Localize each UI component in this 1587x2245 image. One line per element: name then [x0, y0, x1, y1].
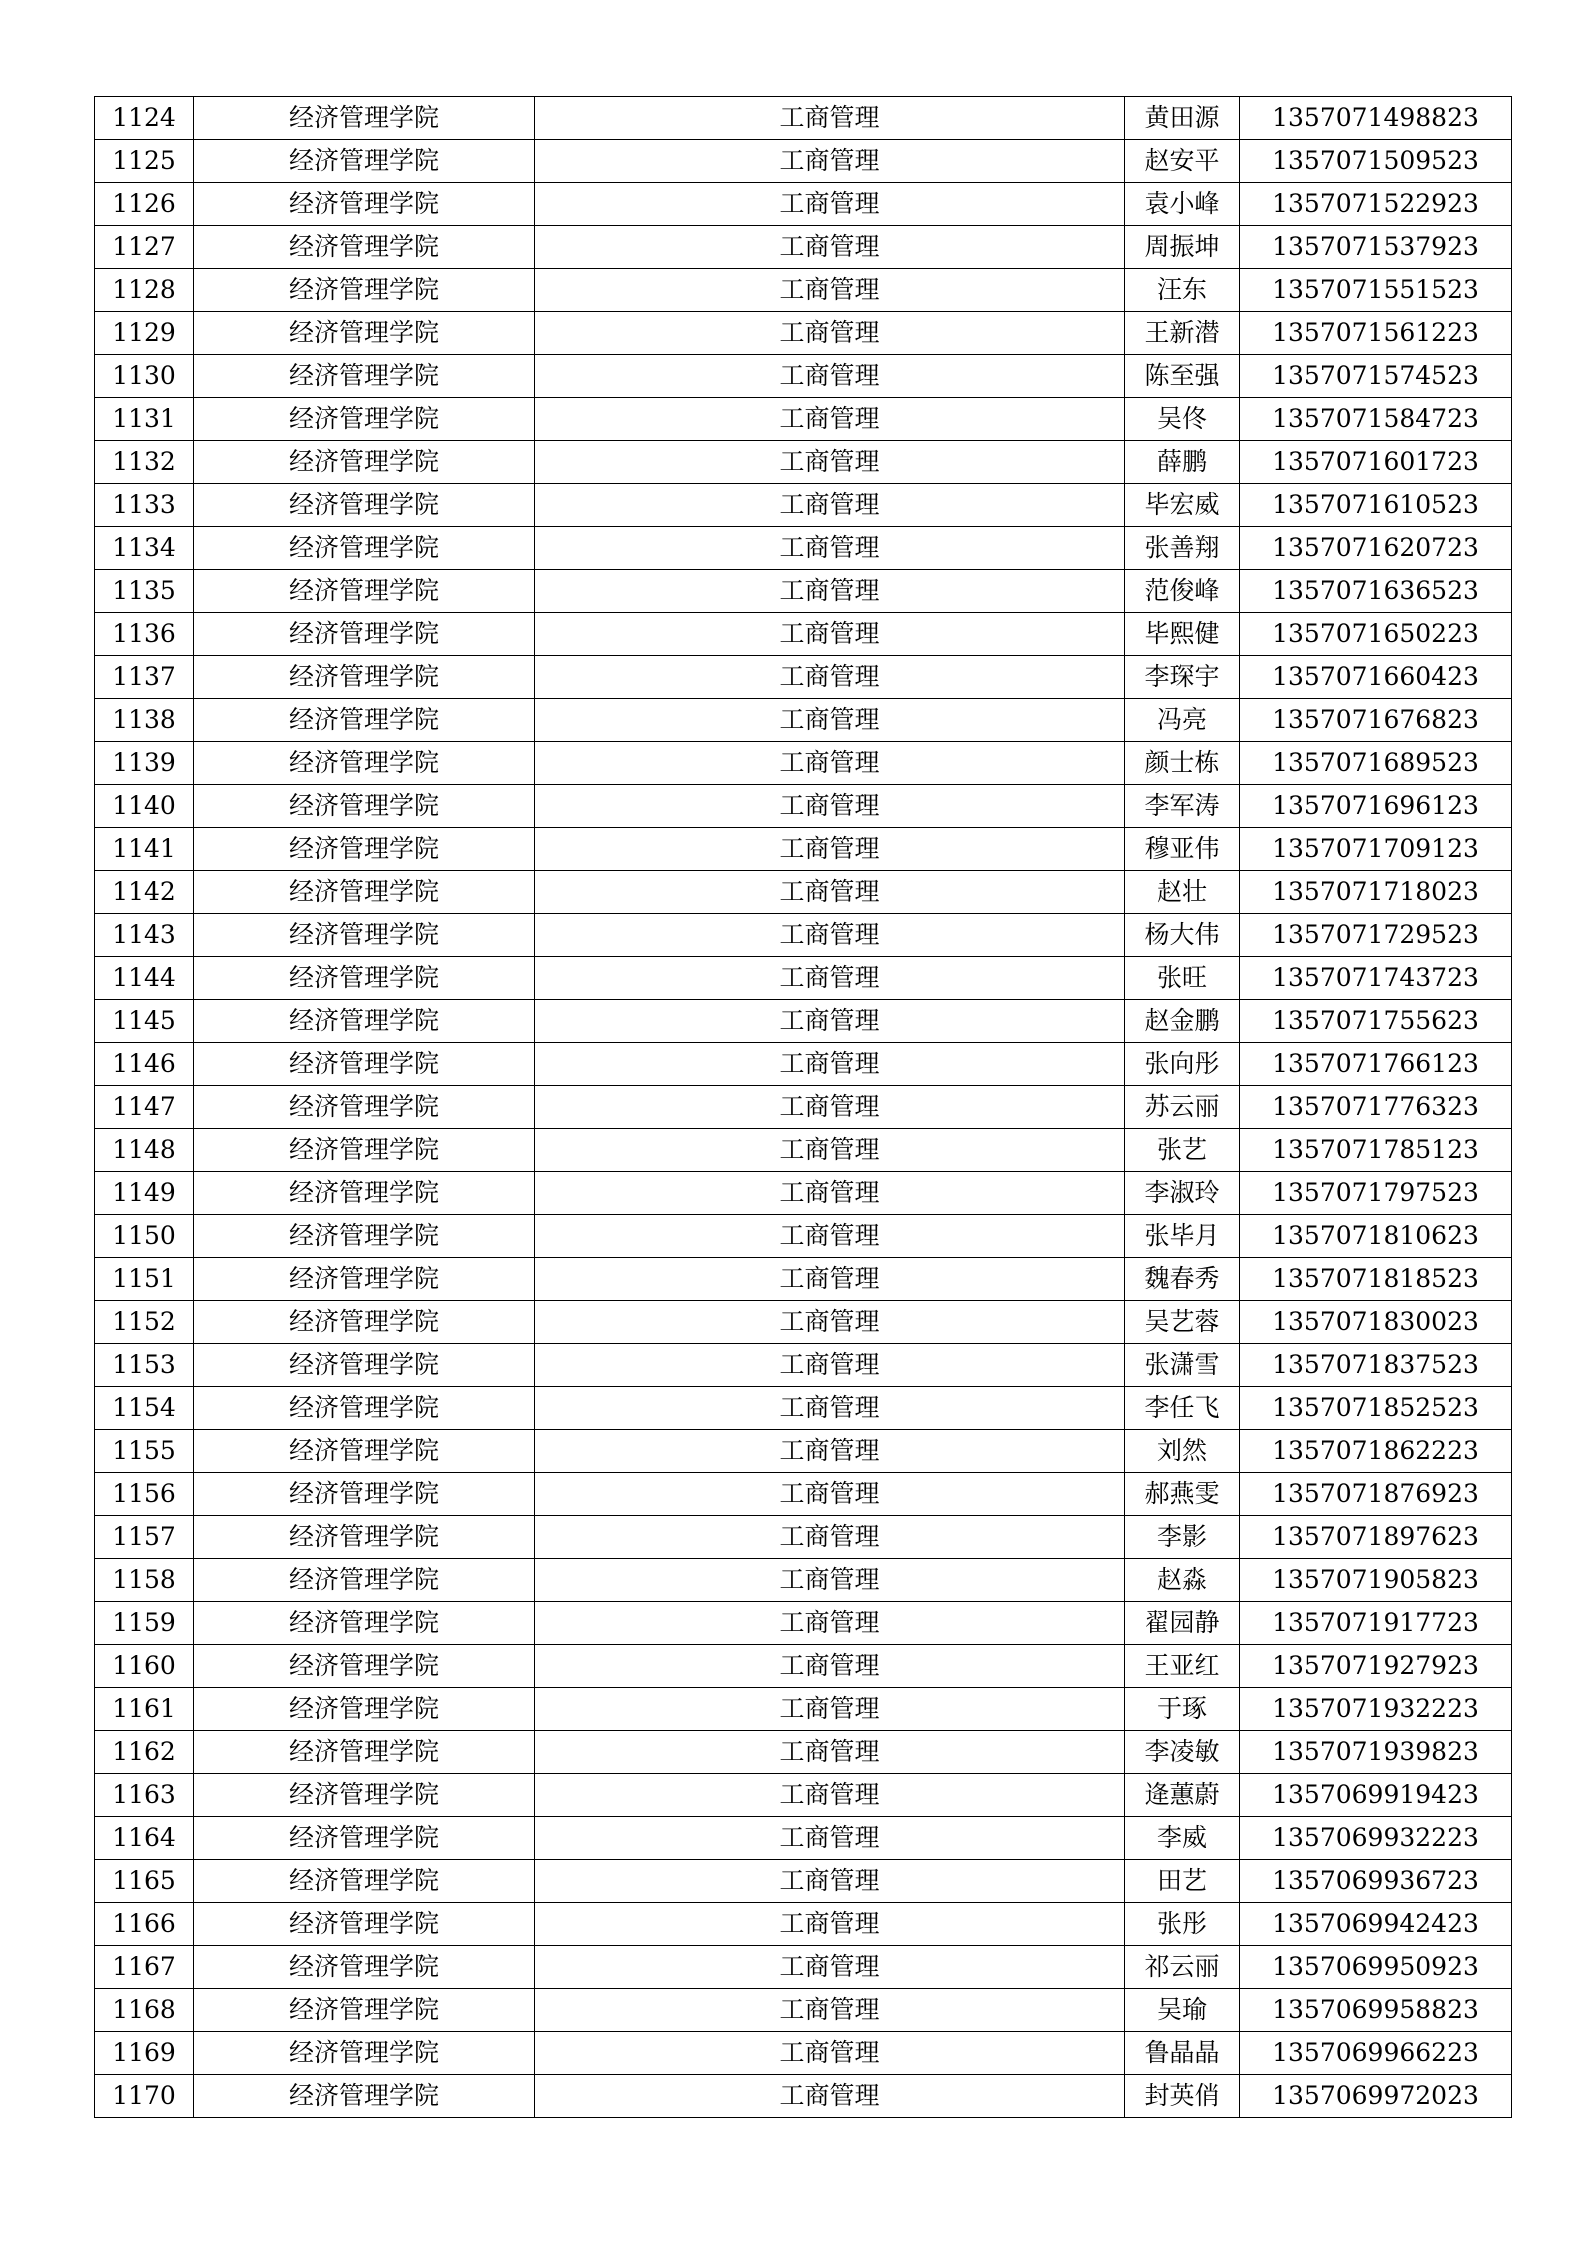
student-name-cell: 陈至强 — [1125, 355, 1240, 398]
student-name-cell: 翟园静 — [1125, 1602, 1240, 1645]
major-cell: 工商管理 — [535, 1817, 1125, 1860]
student-name-cell: 祁云丽 — [1125, 1946, 1240, 1989]
candidate-id-cell: 1357071551523 — [1240, 269, 1512, 312]
row-number-cell: 1131 — [95, 398, 194, 441]
college-cell: 经济管理学院 — [194, 1129, 535, 1172]
student-name-cell: 鲁晶晶 — [1125, 2032, 1240, 2075]
row-number-cell: 1132 — [95, 441, 194, 484]
candidate-id-cell: 1357071785123 — [1240, 1129, 1512, 1172]
candidate-id-cell: 1357071927923 — [1240, 1645, 1512, 1688]
college-cell: 经济管理学院 — [194, 1000, 535, 1043]
table-row — [95, 1559, 1512, 1602]
candidate-id-cell: 1357071932223 — [1240, 1688, 1512, 1731]
major-cell: 工商管理 — [535, 2075, 1125, 2118]
college-cell: 经济管理学院 — [194, 1903, 535, 1946]
student-name-cell: 穆亚伟 — [1125, 828, 1240, 871]
table-row — [95, 312, 1512, 355]
table-row — [95, 828, 1512, 871]
student-name-cell: 郝燕雯 — [1125, 1473, 1240, 1516]
student-name-cell: 于琢 — [1125, 1688, 1240, 1731]
student-name-cell: 魏春秀 — [1125, 1258, 1240, 1301]
table-row — [95, 1516, 1512, 1559]
table-row — [95, 1258, 1512, 1301]
row-number-cell: 1169 — [95, 2032, 194, 2075]
row-number-cell: 1149 — [95, 1172, 194, 1215]
candidate-id-cell: 1357071729523 — [1240, 914, 1512, 957]
table-row — [95, 914, 1512, 957]
major-cell: 工商管理 — [535, 2032, 1125, 2075]
college-cell: 经济管理学院 — [194, 1086, 535, 1129]
student-name-cell: 苏云丽 — [1125, 1086, 1240, 1129]
table-row — [95, 1602, 1512, 1645]
candidate-id-cell: 1357071676823 — [1240, 699, 1512, 742]
candidate-id-cell: 1357071897623 — [1240, 1516, 1512, 1559]
table-row — [95, 1043, 1512, 1086]
college-cell: 经济管理学院 — [194, 656, 535, 699]
candidate-id-cell: 1357071939823 — [1240, 1731, 1512, 1774]
row-number-cell: 1138 — [95, 699, 194, 742]
table-row — [95, 226, 1512, 269]
college-cell: 经济管理学院 — [194, 398, 535, 441]
row-number-cell: 1157 — [95, 1516, 194, 1559]
college-cell: 经济管理学院 — [194, 828, 535, 871]
candidate-id-cell: 1357069950923 — [1240, 1946, 1512, 1989]
row-number-cell: 1170 — [95, 2075, 194, 2118]
candidate-id-cell: 1357071620723 — [1240, 527, 1512, 570]
candidate-id-cell: 1357071852523 — [1240, 1387, 1512, 1430]
college-cell: 经济管理学院 — [194, 613, 535, 656]
candidate-id-cell: 1357071650223 — [1240, 613, 1512, 656]
table-row — [95, 1000, 1512, 1043]
college-cell: 经济管理学院 — [194, 1301, 535, 1344]
row-number-cell: 1127 — [95, 226, 194, 269]
major-cell: 工商管理 — [535, 1301, 1125, 1344]
candidate-id-cell: 1357071862223 — [1240, 1430, 1512, 1473]
college-cell: 经济管理学院 — [194, 1516, 535, 1559]
major-cell: 工商管理 — [535, 1860, 1125, 1903]
student-name-cell: 赵安平 — [1125, 140, 1240, 183]
row-number-cell: 1161 — [95, 1688, 194, 1731]
table-row — [95, 656, 1512, 699]
student-name-cell: 范俊峰 — [1125, 570, 1240, 613]
row-number-cell: 1168 — [95, 1989, 194, 2032]
major-cell: 工商管理 — [535, 1344, 1125, 1387]
major-cell: 工商管理 — [535, 1215, 1125, 1258]
candidate-id-cell: 1357069942423 — [1240, 1903, 1512, 1946]
major-cell: 工商管理 — [535, 871, 1125, 914]
college-cell: 经济管理学院 — [194, 1043, 535, 1086]
student-name-cell: 张毕月 — [1125, 1215, 1240, 1258]
college-cell: 经济管理学院 — [194, 1215, 535, 1258]
major-cell: 工商管理 — [535, 1989, 1125, 2032]
student-name-cell: 赵壮 — [1125, 871, 1240, 914]
student-name-cell: 李军涛 — [1125, 785, 1240, 828]
major-cell: 工商管理 — [535, 742, 1125, 785]
major-cell: 工商管理 — [535, 1645, 1125, 1688]
row-number-cell: 1133 — [95, 484, 194, 527]
candidate-id-cell: 1357071584723 — [1240, 398, 1512, 441]
college-cell: 经济管理学院 — [194, 2075, 535, 2118]
row-number-cell: 1153 — [95, 1344, 194, 1387]
major-cell: 工商管理 — [535, 1559, 1125, 1602]
college-cell: 经济管理学院 — [194, 957, 535, 1000]
table-row — [95, 1172, 1512, 1215]
table-row — [95, 1387, 1512, 1430]
college-cell: 经济管理学院 — [194, 1172, 535, 1215]
table-row — [95, 140, 1512, 183]
table-row — [95, 1817, 1512, 1860]
college-cell: 经济管理学院 — [194, 1430, 535, 1473]
row-number-cell: 1129 — [95, 312, 194, 355]
college-cell: 经济管理学院 — [194, 1989, 535, 2032]
table-row — [95, 355, 1512, 398]
student-name-cell: 刘然 — [1125, 1430, 1240, 1473]
major-cell: 工商管理 — [535, 1602, 1125, 1645]
major-cell: 工商管理 — [535, 1129, 1125, 1172]
student-name-cell: 杨大伟 — [1125, 914, 1240, 957]
college-cell: 经济管理学院 — [194, 871, 535, 914]
row-number-cell: 1152 — [95, 1301, 194, 1344]
student-name-cell: 封英俏 — [1125, 2075, 1240, 2118]
row-number-cell: 1159 — [95, 1602, 194, 1645]
major-cell: 工商管理 — [535, 613, 1125, 656]
table-row — [95, 269, 1512, 312]
candidate-id-cell: 1357071601723 — [1240, 441, 1512, 484]
major-cell: 工商管理 — [535, 1688, 1125, 1731]
major-cell: 工商管理 — [535, 656, 1125, 699]
candidate-id-cell: 1357069932223 — [1240, 1817, 1512, 1860]
major-cell: 工商管理 — [535, 312, 1125, 355]
row-number-cell: 1162 — [95, 1731, 194, 1774]
table-row — [95, 742, 1512, 785]
table-row — [95, 97, 1512, 140]
major-cell: 工商管理 — [535, 1258, 1125, 1301]
student-name-cell: 王亚红 — [1125, 1645, 1240, 1688]
college-cell: 经济管理学院 — [194, 1344, 535, 1387]
candidate-id-cell: 1357071574523 — [1240, 355, 1512, 398]
candidate-id-cell: 1357071917723 — [1240, 1602, 1512, 1645]
student-name-cell: 李淑玲 — [1125, 1172, 1240, 1215]
table-row — [95, 2075, 1512, 2118]
row-number-cell: 1126 — [95, 183, 194, 226]
candidate-id-cell: 1357069936723 — [1240, 1860, 1512, 1903]
table-row — [95, 613, 1512, 656]
candidate-id-cell: 1357071766123 — [1240, 1043, 1512, 1086]
student-name-cell: 张向彤 — [1125, 1043, 1240, 1086]
row-number-cell: 1139 — [95, 742, 194, 785]
college-cell: 经济管理学院 — [194, 312, 535, 355]
major-cell: 工商管理 — [535, 1731, 1125, 1774]
major-cell: 工商管理 — [535, 269, 1125, 312]
college-cell: 经济管理学院 — [194, 1645, 535, 1688]
college-cell: 经济管理学院 — [194, 1387, 535, 1430]
student-name-cell: 李任飞 — [1125, 1387, 1240, 1430]
roster-table-body — [95, 97, 1512, 2118]
student-name-cell: 周振坤 — [1125, 226, 1240, 269]
table-row — [95, 1086, 1512, 1129]
college-cell: 经济管理学院 — [194, 1731, 535, 1774]
table-row — [95, 2032, 1512, 2075]
college-cell: 经济管理学院 — [194, 183, 535, 226]
row-number-cell: 1155 — [95, 1430, 194, 1473]
candidate-id-cell: 1357071743723 — [1240, 957, 1512, 1000]
row-number-cell: 1165 — [95, 1860, 194, 1903]
candidate-id-cell: 1357071522923 — [1240, 183, 1512, 226]
row-number-cell: 1135 — [95, 570, 194, 613]
candidate-id-cell: 1357071818523 — [1240, 1258, 1512, 1301]
candidate-id-cell: 1357071537923 — [1240, 226, 1512, 269]
candidate-id-cell: 1357069919423 — [1240, 1774, 1512, 1817]
college-cell: 经济管理学院 — [194, 1946, 535, 1989]
major-cell: 工商管理 — [535, 1430, 1125, 1473]
student-name-cell: 薛鹏 — [1125, 441, 1240, 484]
row-number-cell: 1156 — [95, 1473, 194, 1516]
table-row — [95, 1129, 1512, 1172]
student-roster-table — [94, 96, 1512, 2118]
student-name-cell: 逄蕙蔚 — [1125, 1774, 1240, 1817]
student-name-cell: 毕熙健 — [1125, 613, 1240, 656]
row-number-cell: 1125 — [95, 140, 194, 183]
table-row — [95, 1301, 1512, 1344]
table-row — [95, 1215, 1512, 1258]
candidate-id-cell: 1357071837523 — [1240, 1344, 1512, 1387]
major-cell: 工商管理 — [535, 183, 1125, 226]
student-name-cell: 李影 — [1125, 1516, 1240, 1559]
row-number-cell: 1163 — [95, 1774, 194, 1817]
row-number-cell: 1140 — [95, 785, 194, 828]
candidate-id-cell: 1357071561223 — [1240, 312, 1512, 355]
student-name-cell: 张彤 — [1125, 1903, 1240, 1946]
college-cell: 经济管理学院 — [194, 1559, 535, 1602]
candidate-id-cell: 1357071509523 — [1240, 140, 1512, 183]
college-cell: 经济管理学院 — [194, 226, 535, 269]
major-cell: 工商管理 — [535, 1473, 1125, 1516]
row-number-cell: 1142 — [95, 871, 194, 914]
major-cell: 工商管理 — [535, 699, 1125, 742]
student-name-cell: 颜士栋 — [1125, 742, 1240, 785]
row-number-cell: 1147 — [95, 1086, 194, 1129]
candidate-id-cell: 1357069972023 — [1240, 2075, 1512, 2118]
college-cell: 经济管理学院 — [194, 484, 535, 527]
row-number-cell: 1124 — [95, 97, 194, 140]
table-row — [95, 1946, 1512, 1989]
candidate-id-cell: 1357069966223 — [1240, 2032, 1512, 2075]
major-cell: 工商管理 — [535, 914, 1125, 957]
major-cell: 工商管理 — [535, 1000, 1125, 1043]
row-number-cell: 1167 — [95, 1946, 194, 1989]
table-row — [95, 570, 1512, 613]
candidate-id-cell: 1357071755623 — [1240, 1000, 1512, 1043]
student-name-cell: 袁小峰 — [1125, 183, 1240, 226]
candidate-id-cell: 1357071830023 — [1240, 1301, 1512, 1344]
student-name-cell: 吴艺蓉 — [1125, 1301, 1240, 1344]
student-name-cell: 张潇雪 — [1125, 1344, 1240, 1387]
table-row — [95, 1989, 1512, 2032]
table-row — [95, 398, 1512, 441]
major-cell: 工商管理 — [535, 355, 1125, 398]
table-row — [95, 1731, 1512, 1774]
candidate-id-cell: 1357069958823 — [1240, 1989, 1512, 2032]
candidate-id-cell: 1357071797523 — [1240, 1172, 1512, 1215]
major-cell: 工商管理 — [535, 226, 1125, 269]
college-cell: 经济管理学院 — [194, 742, 535, 785]
candidate-id-cell: 1357071718023 — [1240, 871, 1512, 914]
table-row — [95, 1903, 1512, 1946]
college-cell: 经济管理学院 — [194, 914, 535, 957]
major-cell: 工商管理 — [535, 484, 1125, 527]
major-cell: 工商管理 — [535, 828, 1125, 871]
row-number-cell: 1130 — [95, 355, 194, 398]
college-cell: 经济管理学院 — [194, 1817, 535, 1860]
row-number-cell: 1148 — [95, 1129, 194, 1172]
row-number-cell: 1164 — [95, 1817, 194, 1860]
college-cell: 经济管理学院 — [194, 1602, 535, 1645]
candidate-id-cell: 1357071689523 — [1240, 742, 1512, 785]
candidate-id-cell: 1357071610523 — [1240, 484, 1512, 527]
student-name-cell: 张艺 — [1125, 1129, 1240, 1172]
college-cell: 经济管理学院 — [194, 527, 535, 570]
table-row — [95, 1344, 1512, 1387]
college-cell: 经济管理学院 — [194, 1860, 535, 1903]
table-row — [95, 441, 1512, 484]
row-number-cell: 1144 — [95, 957, 194, 1000]
major-cell: 工商管理 — [535, 97, 1125, 140]
major-cell: 工商管理 — [535, 1086, 1125, 1129]
table-row — [95, 183, 1512, 226]
student-name-cell: 赵淼 — [1125, 1559, 1240, 1602]
table-row — [95, 699, 1512, 742]
row-number-cell: 1146 — [95, 1043, 194, 1086]
student-name-cell: 李威 — [1125, 1817, 1240, 1860]
major-cell: 工商管理 — [535, 1774, 1125, 1817]
candidate-id-cell: 1357071709123 — [1240, 828, 1512, 871]
student-name-cell: 张善翔 — [1125, 527, 1240, 570]
major-cell: 工商管理 — [535, 1043, 1125, 1086]
major-cell: 工商管理 — [535, 441, 1125, 484]
row-number-cell: 1141 — [95, 828, 194, 871]
candidate-id-cell: 1357071636523 — [1240, 570, 1512, 613]
table-row — [95, 527, 1512, 570]
row-number-cell: 1160 — [95, 1645, 194, 1688]
table-row — [95, 871, 1512, 914]
table-row — [95, 957, 1512, 1000]
major-cell: 工商管理 — [535, 1387, 1125, 1430]
row-number-cell: 1151 — [95, 1258, 194, 1301]
table-row — [95, 1645, 1512, 1688]
college-cell: 经济管理学院 — [194, 97, 535, 140]
major-cell: 工商管理 — [535, 570, 1125, 613]
college-cell: 经济管理学院 — [194, 699, 535, 742]
candidate-id-cell: 1357071660423 — [1240, 656, 1512, 699]
major-cell: 工商管理 — [535, 957, 1125, 1000]
row-number-cell: 1128 — [95, 269, 194, 312]
candidate-id-cell: 1357071776323 — [1240, 1086, 1512, 1129]
major-cell: 工商管理 — [535, 785, 1125, 828]
major-cell: 工商管理 — [535, 1516, 1125, 1559]
student-name-cell: 王新潜 — [1125, 312, 1240, 355]
student-name-cell: 田艺 — [1125, 1860, 1240, 1903]
major-cell: 工商管理 — [535, 527, 1125, 570]
student-name-cell: 吴佟 — [1125, 398, 1240, 441]
table-row — [95, 1774, 1512, 1817]
student-name-cell: 黄田源 — [1125, 97, 1240, 140]
college-cell: 经济管理学院 — [194, 441, 535, 484]
table-row — [95, 484, 1512, 527]
major-cell: 工商管理 — [535, 1172, 1125, 1215]
table-row — [95, 785, 1512, 828]
major-cell: 工商管理 — [535, 1903, 1125, 1946]
college-cell: 经济管理学院 — [194, 355, 535, 398]
row-number-cell: 1137 — [95, 656, 194, 699]
college-cell: 经济管理学院 — [194, 1688, 535, 1731]
table-row — [95, 1430, 1512, 1473]
candidate-id-cell: 1357071905823 — [1240, 1559, 1512, 1602]
college-cell: 经济管理学院 — [194, 2032, 535, 2075]
student-name-cell: 赵金鹏 — [1125, 1000, 1240, 1043]
student-name-cell: 毕宏威 — [1125, 484, 1240, 527]
candidate-id-cell: 1357071498823 — [1240, 97, 1512, 140]
college-cell: 经济管理学院 — [194, 269, 535, 312]
row-number-cell: 1134 — [95, 527, 194, 570]
row-number-cell: 1166 — [95, 1903, 194, 1946]
major-cell: 工商管理 — [535, 1946, 1125, 1989]
student-name-cell: 汪东 — [1125, 269, 1240, 312]
college-cell: 经济管理学院 — [194, 785, 535, 828]
major-cell: 工商管理 — [535, 398, 1125, 441]
row-number-cell: 1154 — [95, 1387, 194, 1430]
table-row — [95, 1688, 1512, 1731]
major-cell: 工商管理 — [535, 140, 1125, 183]
table-row — [95, 1473, 1512, 1516]
row-number-cell: 1136 — [95, 613, 194, 656]
college-cell: 经济管理学院 — [194, 570, 535, 613]
candidate-id-cell: 1357071810623 — [1240, 1215, 1512, 1258]
student-name-cell: 李琛宇 — [1125, 656, 1240, 699]
college-cell: 经济管理学院 — [194, 1258, 535, 1301]
table-row — [95, 1860, 1512, 1903]
college-cell: 经济管理学院 — [194, 140, 535, 183]
row-number-cell: 1143 — [95, 914, 194, 957]
candidate-id-cell: 1357071876923 — [1240, 1473, 1512, 1516]
row-number-cell: 1150 — [95, 1215, 194, 1258]
college-cell: 经济管理学院 — [194, 1473, 535, 1516]
student-name-cell: 李凌敏 — [1125, 1731, 1240, 1774]
college-cell: 经济管理学院 — [194, 1774, 535, 1817]
candidate-id-cell: 1357071696123 — [1240, 785, 1512, 828]
student-name-cell: 冯亮 — [1125, 699, 1240, 742]
row-number-cell: 1145 — [95, 1000, 194, 1043]
student-name-cell: 张旺 — [1125, 957, 1240, 1000]
row-number-cell: 1158 — [95, 1559, 194, 1602]
student-name-cell: 吴瑜 — [1125, 1989, 1240, 2032]
